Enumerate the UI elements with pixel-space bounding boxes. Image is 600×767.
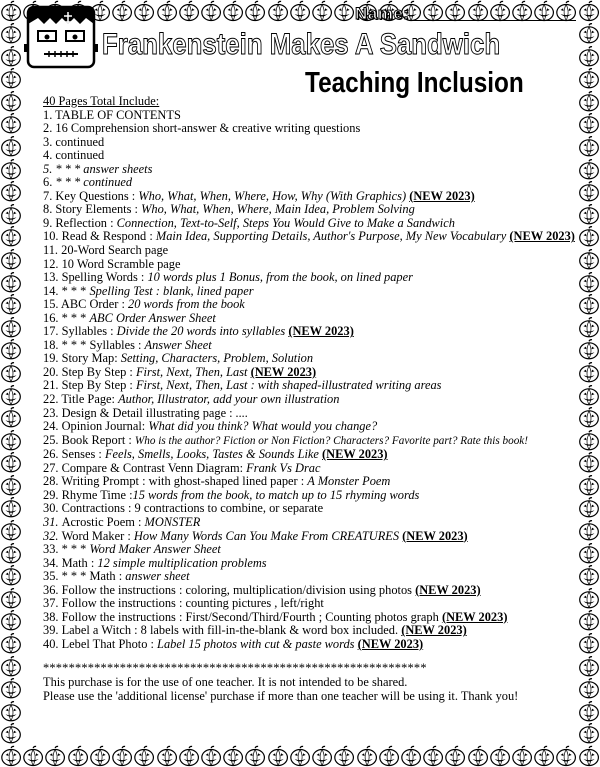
jack-o-lantern-icon bbox=[333, 745, 355, 767]
item-detail: Who is the author? Fiction or Non Fiction? Characters? Favorite part? Rate this book! bbox=[134, 434, 528, 447]
jack-o-lantern-icon bbox=[0, 429, 22, 452]
item-number: 18. bbox=[43, 337, 62, 352]
list-item bbox=[43, 230, 573, 244]
jack-o-lantern-icon bbox=[467, 0, 489, 22]
jack-o-lantern-icon bbox=[578, 564, 600, 587]
jack-o-lantern-icon bbox=[0, 135, 22, 158]
jack-o-lantern-icon bbox=[489, 0, 511, 22]
list-item bbox=[43, 149, 573, 163]
item-number: 5. bbox=[43, 161, 56, 176]
jack-o-lantern-icon bbox=[178, 0, 200, 22]
jack-o-lantern-icon bbox=[200, 0, 222, 22]
item-detail: 12 simple multiplication problems bbox=[97, 555, 267, 570]
list-item bbox=[43, 570, 573, 584]
list-item bbox=[43, 393, 573, 407]
jack-o-lantern-icon bbox=[356, 745, 378, 767]
item-text: Syllables : bbox=[61, 324, 117, 339]
new-badge: (NEW 2023) bbox=[415, 582, 481, 597]
list-item bbox=[43, 190, 573, 204]
item-text: Follow the instructions : coloring, multiplication/division using photos bbox=[61, 582, 412, 597]
jack-o-lantern-icon bbox=[156, 0, 178, 22]
jack-o-lantern-icon bbox=[0, 587, 22, 610]
list-item bbox=[43, 136, 573, 150]
jack-o-lantern-icon bbox=[0, 338, 22, 361]
list-item bbox=[43, 366, 573, 380]
new-badge: (NEW 2023) bbox=[402, 528, 468, 543]
item-text: Story Map: bbox=[61, 351, 121, 366]
item-text: ABC Order : bbox=[60, 297, 129, 312]
jack-o-lantern-icon bbox=[111, 0, 133, 22]
item-detail: 20 words from the book bbox=[128, 297, 245, 312]
new-badge: (NEW 2023) bbox=[401, 623, 467, 638]
item-detail: Setting, Characters, Problem, Solution bbox=[120, 351, 314, 366]
item-text: * * * bbox=[61, 542, 90, 557]
jack-o-lantern-icon bbox=[578, 203, 600, 226]
jack-o-lantern-icon bbox=[0, 316, 22, 339]
jack-o-lantern-icon bbox=[222, 745, 244, 767]
jack-o-lantern-icon bbox=[533, 745, 555, 767]
item-number: 7. bbox=[43, 188, 56, 203]
jack-o-lantern-icon bbox=[0, 361, 22, 384]
jack-o-lantern-icon bbox=[578, 384, 600, 407]
item-number: 27. bbox=[43, 460, 62, 475]
item-number: 26. bbox=[43, 447, 62, 462]
item-text: Writing Prompt : with ghost-shaped lined paper : bbox=[61, 474, 308, 489]
list-item bbox=[43, 475, 573, 489]
item-detail: 15 words from the book, to match up to 15 rhyming words bbox=[132, 487, 420, 502]
jack-o-lantern-icon bbox=[578, 519, 600, 542]
item-text: Step By Step : bbox=[61, 364, 136, 379]
item-text: * * * Syllables : bbox=[61, 337, 145, 352]
item-detail: Feels, Smells, Looks, Tastes & Sounds Like bbox=[104, 447, 319, 462]
item-detail: A Monster Poem bbox=[307, 474, 391, 489]
jack-o-lantern-icon bbox=[578, 406, 600, 429]
item-number: 39. bbox=[43, 623, 62, 638]
jack-o-lantern-icon bbox=[22, 745, 44, 767]
jack-o-lantern-icon bbox=[244, 745, 266, 767]
jack-o-lantern-icon bbox=[133, 745, 155, 767]
jack-o-lantern-icon bbox=[578, 496, 600, 519]
new-badge: (NEW 2023) bbox=[409, 188, 475, 203]
jack-o-lantern-icon bbox=[578, 474, 600, 497]
item-text: * * * Math : bbox=[61, 569, 126, 584]
list-item bbox=[43, 258, 573, 272]
item-number: 40. bbox=[43, 636, 62, 651]
jack-o-lantern-icon bbox=[0, 225, 22, 248]
jack-o-lantern-icon bbox=[578, 451, 600, 474]
jack-o-lantern-icon bbox=[578, 655, 600, 678]
jack-o-lantern-icon bbox=[511, 0, 533, 22]
intro-text: 40 Pages Total Include: bbox=[43, 94, 160, 108]
jack-o-lantern-icon bbox=[333, 0, 355, 22]
item-detail: First, Next, Then, Last bbox=[135, 364, 248, 379]
item-text: Label a Witch : 8 labels with fill-in-the-blank & word box included. bbox=[61, 623, 399, 638]
item-number: 37. bbox=[43, 596, 62, 611]
jack-o-lantern-icon bbox=[0, 542, 22, 565]
jack-o-lantern-icon bbox=[0, 451, 22, 474]
item-text: Rhyme Time : bbox=[61, 487, 133, 502]
border-bottom bbox=[0, 745, 600, 767]
jack-o-lantern-icon bbox=[578, 158, 600, 181]
item-number: 21. bbox=[43, 378, 62, 393]
jack-o-lantern-icon bbox=[578, 225, 600, 248]
item-detail: ABC Order Answer Sheet bbox=[89, 310, 216, 325]
item-detail: Word Maker Answer Sheet bbox=[89, 542, 221, 557]
jack-o-lantern-icon bbox=[178, 745, 200, 767]
item-text: Title Page: bbox=[61, 392, 119, 407]
list-item bbox=[43, 597, 573, 611]
item-number: 6. bbox=[43, 175, 56, 190]
item-detail: Author, Illustrator, add your own illustration bbox=[118, 392, 340, 407]
jack-o-lantern-icon bbox=[378, 745, 400, 767]
item-text: Design & Detail illustrating page : bbox=[61, 405, 236, 420]
item-text: Word Maker : bbox=[61, 528, 134, 543]
new-badge: (NEW 2023) bbox=[322, 447, 388, 462]
item-detail: Connection, Text-to-Self, Steps You Would Give to Make a Sandwich bbox=[116, 215, 455, 230]
jack-o-lantern-icon bbox=[578, 90, 600, 113]
jack-o-lantern-icon bbox=[555, 745, 577, 767]
jack-o-lantern-icon bbox=[289, 745, 311, 767]
jack-o-lantern-icon bbox=[0, 271, 22, 294]
item-text: * * * bbox=[61, 310, 90, 325]
item-text: Key Questions : bbox=[55, 188, 139, 203]
jack-o-lantern-icon bbox=[578, 22, 600, 45]
item-text: 10 Word Scramble page bbox=[61, 256, 181, 271]
list-item bbox=[43, 203, 573, 217]
item-number: 30. bbox=[43, 501, 62, 516]
list-item bbox=[43, 298, 573, 312]
jack-o-lantern-icon bbox=[0, 496, 22, 519]
item-text: Opinion Journal: bbox=[61, 419, 149, 434]
item-number: 2. bbox=[43, 121, 56, 136]
item-detail: Who, What, When, Where, Main Idea, Problem Solving bbox=[141, 202, 415, 217]
frankenstein-monster-icon bbox=[24, 4, 100, 70]
item-detail: How Many Words Can You Make From CREATURES bbox=[133, 528, 400, 543]
jack-o-lantern-icon bbox=[422, 0, 444, 22]
list-item bbox=[43, 109, 573, 123]
jack-o-lantern-icon bbox=[578, 293, 600, 316]
list-item bbox=[43, 489, 573, 503]
list-item bbox=[43, 163, 573, 177]
item-number: 34. bbox=[43, 555, 62, 570]
jack-o-lantern-icon bbox=[0, 384, 22, 407]
item-number: 1. bbox=[43, 107, 56, 122]
list-item bbox=[43, 244, 573, 258]
contents-list bbox=[43, 95, 573, 703]
jack-o-lantern-icon bbox=[0, 406, 22, 429]
item-text: Read & Respond : bbox=[61, 229, 156, 244]
item-number: 33. bbox=[43, 542, 62, 557]
list-item bbox=[43, 638, 573, 652]
list-item bbox=[43, 312, 573, 326]
jack-o-lantern-icon bbox=[578, 677, 600, 700]
jack-o-lantern-icon bbox=[578, 0, 600, 22]
item-detail: 10 words plus 1 Bonus, from the book, on lined paper bbox=[147, 270, 413, 285]
jack-o-lantern-icon bbox=[0, 45, 22, 68]
jack-o-lantern-icon bbox=[578, 361, 600, 384]
license-note-1: This purchase is for the use of one teacher. It is not intended to be shared. bbox=[43, 674, 408, 689]
item-text: continued bbox=[55, 134, 105, 149]
item-number: 24. bbox=[43, 419, 62, 434]
jack-o-lantern-icon bbox=[289, 0, 311, 22]
item-text: Compare & Contrast Venn Diagram: bbox=[61, 460, 247, 475]
item-number: 16. bbox=[43, 310, 62, 325]
jack-o-lantern-icon bbox=[0, 90, 22, 113]
item-number: 17. bbox=[43, 324, 62, 339]
item-text: Follow the instructions : counting pictures , left/right bbox=[61, 596, 324, 611]
jack-o-lantern-icon bbox=[267, 745, 289, 767]
item-text: 20-Word Search page bbox=[61, 243, 169, 258]
jack-o-lantern-icon bbox=[67, 745, 89, 767]
item-number: 14. bbox=[43, 283, 62, 298]
item-number: 25. bbox=[43, 432, 62, 447]
jack-o-lantern-icon bbox=[156, 745, 178, 767]
new-badge: (NEW 2023) bbox=[509, 229, 575, 244]
list-item bbox=[43, 352, 573, 366]
jack-o-lantern-icon bbox=[44, 745, 66, 767]
jack-o-lantern-icon bbox=[578, 745, 600, 767]
jack-o-lantern-icon bbox=[0, 203, 22, 226]
list-item bbox=[43, 462, 573, 476]
jack-o-lantern-icon bbox=[0, 609, 22, 632]
list-item bbox=[43, 176, 573, 190]
jack-o-lantern-icon bbox=[422, 745, 444, 767]
item-number: 22. bbox=[43, 392, 62, 407]
item-detail: MONSTER bbox=[144, 514, 201, 529]
list-item bbox=[43, 379, 573, 393]
item-text: Lebel That Photo : bbox=[61, 636, 158, 651]
page-title: Frankenstein Makes A Sandwich bbox=[102, 28, 501, 61]
jack-o-lantern-icon bbox=[578, 316, 600, 339]
item-number: 11. bbox=[43, 243, 62, 258]
jack-o-lantern-icon bbox=[200, 745, 222, 767]
jack-o-lantern-icon bbox=[467, 745, 489, 767]
list-item bbox=[43, 543, 573, 557]
item-text: 16 Comprehension short-answer & creative writing questions bbox=[55, 121, 361, 136]
jack-o-lantern-icon bbox=[533, 0, 555, 22]
jack-o-lantern-icon bbox=[0, 0, 22, 22]
jack-o-lantern-icon bbox=[578, 112, 600, 135]
jack-o-lantern-icon bbox=[578, 722, 600, 745]
jack-o-lantern-icon bbox=[555, 0, 577, 22]
item-text: continued bbox=[55, 148, 105, 163]
jack-o-lantern-icon bbox=[0, 632, 22, 655]
jack-o-lantern-icon bbox=[133, 0, 155, 22]
jack-o-lantern-icon bbox=[444, 745, 466, 767]
item-number: 32. bbox=[43, 528, 62, 543]
item-number: 15. bbox=[43, 297, 61, 312]
item-number: 10. bbox=[43, 229, 62, 244]
item-text: Math : bbox=[61, 555, 98, 570]
item-detail: Answer Sheet bbox=[144, 337, 212, 352]
item-detail: * * * answer sheets bbox=[55, 161, 153, 176]
item-detail: First, Next, Then, Last : with shaped-illustrated writing areas bbox=[135, 378, 442, 393]
jack-o-lantern-icon bbox=[578, 271, 600, 294]
item-text: Spelling Words : bbox=[61, 270, 148, 285]
jack-o-lantern-icon bbox=[311, 0, 333, 22]
jack-o-lantern-icon bbox=[578, 67, 600, 90]
jack-o-lantern-icon bbox=[578, 700, 600, 723]
jack-o-lantern-icon bbox=[244, 0, 266, 22]
jack-o-lantern-icon bbox=[0, 564, 22, 587]
border-left bbox=[0, 22, 22, 745]
jack-o-lantern-icon bbox=[0, 474, 22, 497]
jack-o-lantern-icon bbox=[0, 722, 22, 745]
jack-o-lantern-icon bbox=[578, 542, 600, 565]
jack-o-lantern-icon bbox=[444, 0, 466, 22]
jack-o-lantern-icon bbox=[0, 293, 22, 316]
jack-o-lantern-icon bbox=[0, 248, 22, 271]
jack-o-lantern-icon bbox=[578, 338, 600, 361]
list-item bbox=[43, 516, 573, 530]
jack-o-lantern-icon bbox=[578, 587, 600, 610]
list-item bbox=[43, 611, 573, 625]
jack-o-lantern-icon bbox=[511, 745, 533, 767]
item-text: Acrostic Poem : bbox=[61, 514, 145, 529]
new-badge: (NEW 2023) bbox=[357, 636, 424, 651]
new-badge: (NEW 2023) bbox=[441, 609, 508, 624]
list-item bbox=[43, 217, 573, 231]
item-number: 38. bbox=[43, 609, 62, 624]
item-text: Reflection : bbox=[55, 215, 117, 230]
item-number: 9. bbox=[43, 215, 56, 230]
list-item bbox=[43, 325, 573, 339]
item-number: 20. bbox=[43, 364, 62, 379]
jack-o-lantern-icon bbox=[0, 22, 22, 45]
item-detail: Spelling Test : blank, lined paper bbox=[89, 283, 254, 298]
jack-o-lantern-icon bbox=[0, 700, 22, 723]
item-number: 4. bbox=[43, 148, 56, 163]
jack-o-lantern-icon bbox=[578, 609, 600, 632]
jack-o-lantern-icon bbox=[578, 135, 600, 158]
item-detail: Divide the 20 words into syllables bbox=[116, 324, 286, 339]
item-detail: .... bbox=[235, 405, 249, 420]
item-detail: * * * continued bbox=[55, 175, 133, 190]
item-number: 12. bbox=[43, 256, 62, 271]
list-item bbox=[43, 502, 573, 516]
list-item bbox=[43, 584, 573, 598]
item-text: Follow the instructions : First/Second/Third/Fourth ; Counting photos graph bbox=[61, 609, 439, 624]
jack-o-lantern-icon bbox=[267, 0, 289, 22]
jack-o-lantern-icon bbox=[111, 745, 133, 767]
item-detail: Label 15 photos with cut & paste words bbox=[157, 636, 355, 651]
list-item bbox=[43, 624, 573, 638]
separator-line: ************************************************************ bbox=[43, 661, 427, 676]
item-detail: Who, What, When, Where, How, Why (With Graphics) bbox=[138, 188, 407, 203]
item-number: 23. bbox=[43, 405, 62, 420]
list-item bbox=[43, 407, 573, 421]
item-number: 19. bbox=[43, 351, 62, 366]
item-detail: Frank Vs Drac bbox=[246, 460, 321, 475]
item-number: 36. bbox=[43, 582, 62, 597]
item-text: Senses : bbox=[61, 447, 105, 462]
jack-o-lantern-icon bbox=[222, 0, 244, 22]
list-item bbox=[43, 271, 573, 285]
jack-o-lantern-icon bbox=[311, 745, 333, 767]
list-item bbox=[43, 530, 573, 544]
item-text: TABLE OF CONTENTS bbox=[55, 107, 181, 122]
jack-o-lantern-icon bbox=[0, 677, 22, 700]
item-detail: Main Idea, Supporting Details, Author's Purpose, My New Vocabulary bbox=[155, 229, 507, 244]
jack-o-lantern-icon bbox=[578, 45, 600, 68]
list-item bbox=[43, 122, 573, 136]
jack-o-lantern-icon bbox=[578, 180, 600, 203]
list-item bbox=[43, 285, 573, 299]
jack-o-lantern-icon bbox=[89, 745, 111, 767]
border-right bbox=[578, 22, 600, 745]
jack-o-lantern-icon bbox=[578, 632, 600, 655]
license-note-2: Please use the 'additional license' purchase if more than one teacher will be using it. Thank you! bbox=[43, 688, 519, 703]
item-text: Step By Step : bbox=[61, 378, 136, 393]
jack-o-lantern-icon bbox=[0, 745, 22, 767]
jack-o-lantern-icon bbox=[400, 745, 422, 767]
jack-o-lantern-icon bbox=[578, 429, 600, 452]
item-number: 35. bbox=[43, 569, 62, 584]
jack-o-lantern-icon bbox=[0, 180, 22, 203]
page-subtitle: Teaching Inclusion bbox=[305, 67, 524, 99]
item-number: 3. bbox=[43, 134, 56, 149]
item-number: 8. bbox=[43, 202, 56, 217]
page-list bbox=[43, 109, 573, 652]
item-number: 13. bbox=[43, 270, 62, 285]
list-item bbox=[43, 339, 573, 353]
jack-o-lantern-icon bbox=[0, 112, 22, 135]
item-text: Contractions : 9 contractions to combine, or separate bbox=[61, 501, 324, 516]
jack-o-lantern-icon bbox=[489, 745, 511, 767]
list-item bbox=[43, 448, 573, 462]
item-number: 28. bbox=[43, 474, 62, 489]
list-item bbox=[43, 557, 573, 571]
list-item bbox=[43, 434, 573, 449]
item-text: Story Elements : bbox=[55, 202, 142, 217]
jack-o-lantern-icon bbox=[0, 67, 22, 90]
jack-o-lantern-icon bbox=[0, 158, 22, 181]
item-number: 29. bbox=[43, 487, 62, 502]
new-badge: (NEW 2023) bbox=[288, 324, 354, 339]
name-line[interactable] bbox=[411, 20, 576, 21]
jack-o-lantern-icon bbox=[578, 248, 600, 271]
item-text: Book Report : bbox=[61, 432, 135, 447]
item-number: 31. bbox=[43, 514, 62, 529]
jack-o-lantern-icon bbox=[0, 519, 22, 542]
jack-o-lantern-icon bbox=[0, 655, 22, 678]
item-detail: What did you think? What would you change? bbox=[148, 419, 378, 434]
list-item bbox=[43, 420, 573, 434]
item-text: * * * bbox=[61, 283, 90, 298]
item-detail: answer sheet bbox=[125, 569, 190, 584]
name-label: Name: bbox=[355, 4, 410, 23]
new-badge: (NEW 2023) bbox=[250, 364, 317, 379]
